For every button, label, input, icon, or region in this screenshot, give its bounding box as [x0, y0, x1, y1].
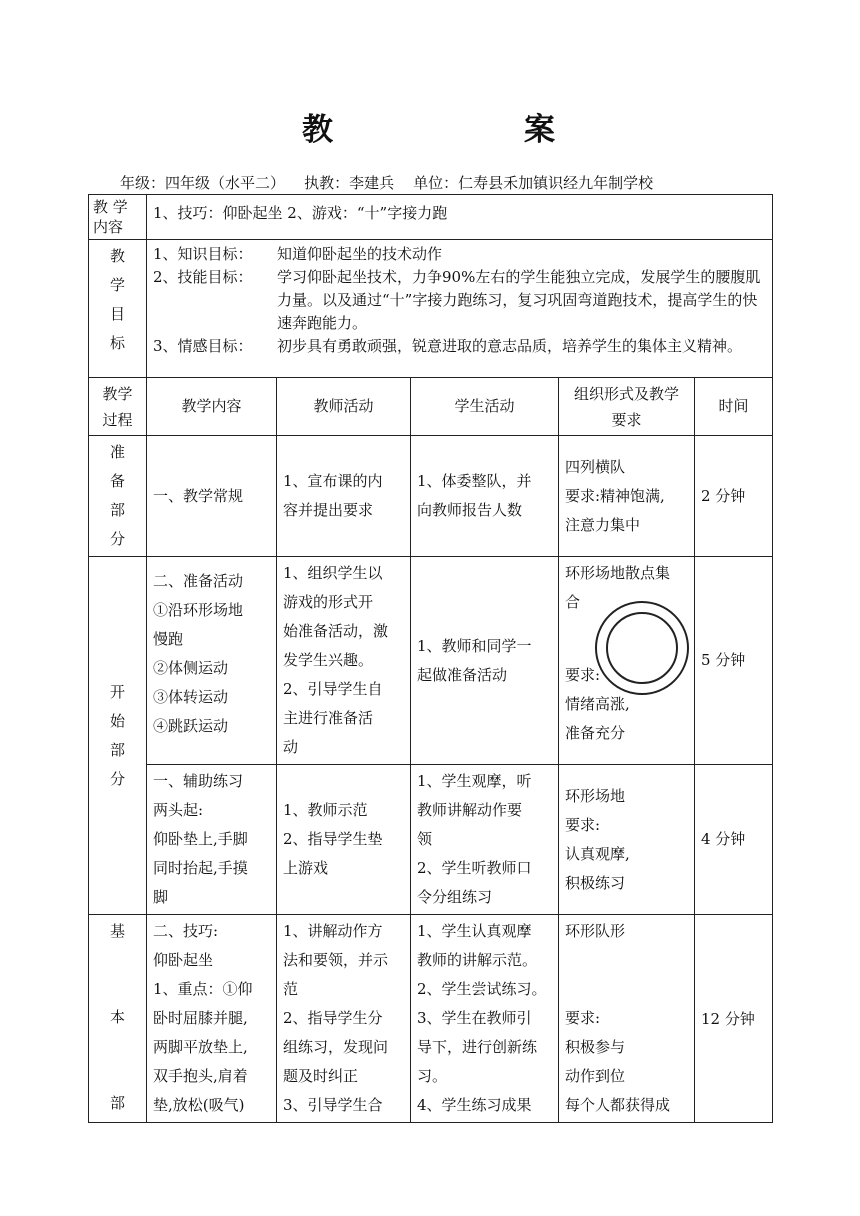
start-aux-teacher: 1、教师示范 2、指导学生垫 上游戏 [277, 765, 411, 915]
goal-emotion: 3、情感目标： 初步具有勇敢顽强，锐意进取的意志品质，培养学生的集体主义精神。 [153, 337, 743, 355]
header-content: 教学内容 [147, 378, 277, 436]
section-prep-label: 准 备 部 分 [89, 436, 147, 557]
basic-skill-teacher: 1、讲解动作方 法和要领，并示 范 2、指导学生分 组练习，发现问 题及时纠正 3、引导学生合 [277, 915, 411, 1123]
prep-org: 四列横队 要求:精神饱满, 注意力集中 [559, 436, 695, 557]
header-org: 组织形式及教学 要求 [559, 378, 695, 436]
circular-field-inner-ring [606, 612, 678, 684]
basic-skill-time: 12 分钟 [695, 915, 773, 1123]
start-aux-student: 1、学生观摩，听 教师讲解动作要 领 2、学生听教师口 令分组练习 [411, 765, 559, 915]
section-basic-row [89, 915, 773, 1123]
section-start-row-1 [89, 557, 773, 765]
header-process: 教学 过程 [89, 378, 147, 436]
header-row [89, 378, 773, 436]
goal-knowledge: 1、知识目标： 知道仰卧起坐的技术动作 [153, 245, 443, 263]
goal-skill: 2、技能目标： 学习仰卧起坐技术，力争90%左右的学生能独立完成，发展学生的腰腹肌力量。以及通过“十”字接力跑练习，复习巩固弯道跑技术，提高学生的快速奔跑能力。 [153, 268, 761, 332]
content-row [89, 195, 773, 240]
start-aux-time: 4 分钟 [695, 765, 773, 915]
document-title [0, 104, 860, 152]
section-start-row-2 [89, 765, 773, 915]
basic-skill-content: 二、技巧: 仰卧起坐 1、重点：①仰 卧时屈膝并腿, 两脚平放垫上, 双手抱头,肩着 垫,放松(吸气) [147, 915, 277, 1123]
start-warmup-time: 5 分钟 [695, 557, 773, 765]
basic-skill-org: 环形队形 要求: 积极参与 动作到位 每个人都获得成 [559, 915, 695, 1123]
prep-content: 一、教学常规 [147, 436, 277, 557]
prep-teacher: 1、宣布课的内 容并提出要求 [277, 436, 411, 557]
basic-skill-student: 1、学生认真观摩 教师的讲解示范。 2、学生尝试练习。 3、学生在教师引 导下，进行创新练 习。 4、学生练习成果 [411, 915, 559, 1123]
start-warmup-org: 环形场地散点集 合 要求: 情绪高涨, 准备充分 [559, 557, 695, 765]
start-warmup-student: 1、教师和同学一 起做准备活动 [411, 557, 559, 765]
section-basic-label: 基 本 部 [89, 915, 147, 1123]
start-warmup-teacher: 1、组织学生以 游戏的形式开 始准备活动，激 发学生兴趣。 2、引导学生自 主进行准备活 动 [277, 557, 411, 765]
lesson-plan-table [88, 194, 773, 1123]
start-warmup-content: 二、准备活动 ①沿环形场地 慢跑 ②体侧运动 ③体转运动 ④跳跃运动 [147, 557, 277, 765]
content-label: 教 学 内容 [89, 195, 147, 240]
header-student: 学生活动 [411, 378, 559, 436]
section-start-label: 开 始 部 分 [89, 557, 147, 915]
title-char-left: 教 [302, 112, 333, 148]
header-time: 时间 [695, 378, 773, 436]
section-prep-row [89, 436, 773, 557]
lesson-info-line: 年级：四年级（水平二） 执教：李建兵 单位：仁寿县禾加镇识经九年制学校 [120, 174, 654, 192]
goals-label: 教 学 目 标 [89, 240, 147, 378]
goals-row [89, 240, 773, 378]
title-char-right: 案 [524, 112, 555, 148]
header-teacher: 教师活动 [277, 378, 411, 436]
circular-field-diagram [595, 601, 689, 695]
start-aux-content: 一、辅助练习 两头起: 仰卧垫上,手脚 同时抬起,手摸 脚 [147, 765, 277, 915]
goals-list [147, 240, 773, 378]
prep-time: 2 分钟 [695, 436, 773, 557]
content-text: 1、技巧：仰卧起坐 2、游戏：“十”字接力跑 [147, 195, 773, 240]
prep-student: 1、体委整队，并 向教师报告人数 [411, 436, 559, 557]
start-aux-org: 环形场地 要求: 认真观摩, 积极练习 [559, 765, 695, 915]
